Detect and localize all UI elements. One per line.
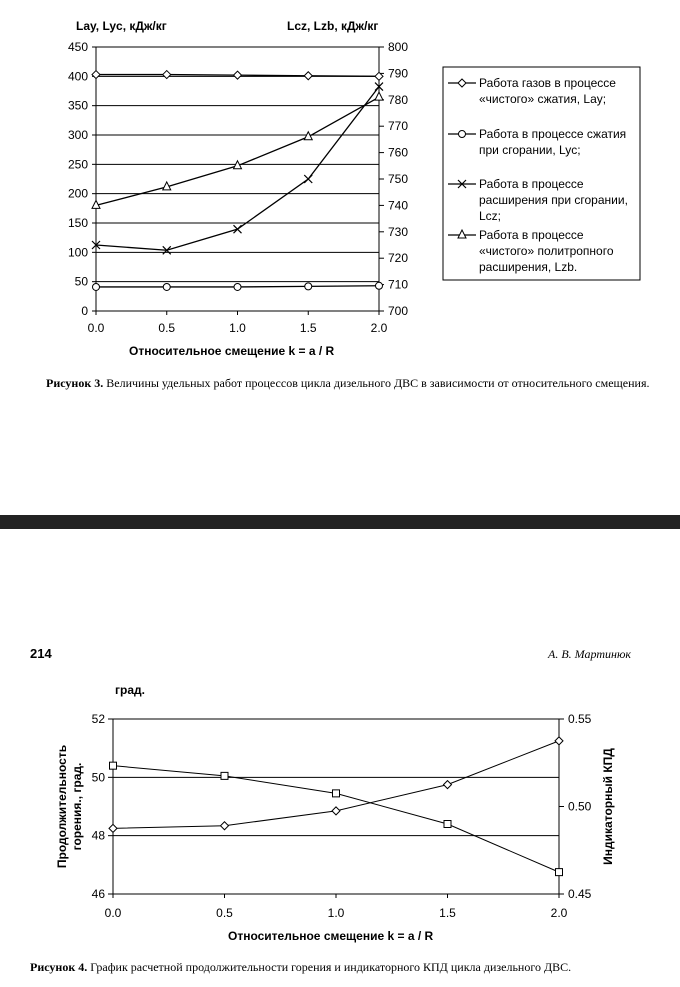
chart1-left-tick-label: 400 (67, 69, 88, 84)
chart1-data-point (163, 283, 170, 290)
chart2-data-point (110, 762, 117, 769)
chart1-right-tick-label: 740 (388, 198, 409, 213)
chart2-data-point (556, 869, 563, 876)
chart1-data-point (234, 71, 242, 79)
chart2-left-tick-label: 46 (91, 887, 105, 901)
chart2-x-tick-label: 1.0 (327, 906, 345, 920)
chart2-data-point (555, 737, 563, 745)
chart1-left-tick-label: 250 (67, 157, 88, 172)
chart2-x-tick-label: 1.5 (439, 906, 456, 920)
chart1-svg (0, 0, 680, 372)
chart1-x-axis-title: Относительное смещение k = a / R (129, 344, 335, 358)
chart1-legend-label: Lcz; (479, 209, 502, 223)
chart1-left-tick-label: 50 (74, 274, 88, 289)
chart1-legend-label: «чистого» политропного (479, 244, 614, 258)
chart2-right-axis-title: Индикаторный КПД (601, 748, 615, 865)
chart1-right-tick-label: 750 (388, 172, 409, 186)
chart2-data-point (221, 822, 229, 830)
figure3-caption (46, 376, 660, 391)
chart1-data-point (93, 283, 100, 290)
chart2-left-tick-label: 48 (91, 828, 105, 843)
figure4-caption-label: Рисунок 4. (30, 960, 88, 974)
figure4-caption (30, 960, 660, 975)
chart2-data-point (444, 821, 451, 828)
chart2-x-axis-title: Относительное смещение k = a / R (228, 929, 434, 943)
chart1-right-tick-label: 790 (388, 66, 409, 81)
figure3-caption-label: Рисунок 3. (46, 376, 104, 390)
chart1-legend-label: Работа в процессе (479, 177, 584, 191)
chart1-legend-label: Работа в процессе сжатия (479, 127, 627, 141)
chart1-left-tick-label: 150 (67, 216, 88, 230)
chart1-left-tick-label: 300 (67, 128, 88, 142)
page-number: 214 (30, 646, 52, 661)
chart1-x-tick-label: 0.5 (158, 321, 176, 335)
chart1-left-tick-label: 200 (67, 186, 88, 201)
chart2-left-tick-label: 52 (91, 712, 105, 726)
chart1-left-tick-label: 100 (67, 245, 88, 260)
chart1-legend-label: Работа газов в процессе (479, 76, 616, 90)
chart1-right-tick-label: 770 (388, 119, 409, 134)
chart1-right-tick-label: 760 (388, 145, 409, 160)
chart1-right-tick-label: 710 (388, 277, 409, 292)
chart2-svg (0, 700, 680, 930)
chart1-right-tick-label: 800 (388, 40, 409, 54)
chart1-series-line (96, 97, 379, 205)
chart2-right-tick-label: 0.45 (568, 887, 592, 901)
chart1-legend-label: расширения при сгорании, (479, 193, 628, 207)
chart1-right-tick-label: 700 (388, 304, 409, 318)
chart1-right-tick-label: 730 (388, 224, 409, 239)
chart1-left-axis-title: Lay, Lyc, кДж/кг (76, 19, 167, 33)
chart1-legend-marker (459, 131, 466, 138)
chart1-legend-label: Работа в процессе (479, 228, 584, 242)
chart2-data-point (333, 790, 340, 797)
chart1-x-tick-label: 1.5 (299, 321, 317, 335)
chart1-legend-label: расширения, Lzb. (479, 260, 578, 274)
chart2-data-point (109, 824, 117, 832)
chart1-data-point (304, 72, 312, 80)
chart2-x-tick-label: 0.0 (104, 906, 122, 920)
page-divider (0, 515, 680, 529)
author-name: А. В. Мартинюк (548, 647, 632, 661)
chart2-data-point (444, 781, 452, 789)
chart1-data-point (92, 71, 100, 79)
chart2-x-tick-label: 2.0 (550, 906, 568, 920)
chart1-left-tick-label: 350 (67, 98, 88, 113)
chart2-left-axis-title-line2: горения., град. (70, 762, 84, 851)
chart2-series-line (113, 766, 559, 872)
chart1-right-tick-label: 780 (388, 92, 409, 107)
chart2-unit-label: град. (115, 683, 145, 697)
chart2-data-point (221, 772, 228, 779)
chart1-data-point (305, 283, 312, 290)
chart1-legend-label: «чистого» сжатия, Lay; (479, 92, 607, 106)
chart2-left-tick-label: 50 (91, 770, 105, 785)
chart1-data-point (376, 282, 383, 289)
chart1-x-tick-label: 2.0 (370, 321, 388, 335)
chart1-left-tick-label: 450 (67, 40, 88, 54)
chart2-left-axis-title-line1: Продолжительность (55, 744, 69, 869)
chart1-data-point (163, 71, 171, 79)
chart1-data-point (304, 175, 312, 183)
chart2-right-tick-label: 0.55 (568, 712, 592, 726)
chart1-data-point (375, 92, 383, 100)
chart1-left-tick-label: 0 (81, 304, 88, 318)
figure4-caption-text: График расчетной продолжительности горения и индикаторного КПД цикла дизельного ДВС. (87, 960, 572, 974)
chart1-data-point (234, 225, 242, 233)
chart1-right-axis-title: Lcz, Lzb, кДж/кг (287, 19, 379, 33)
chart2-data-point (332, 807, 340, 815)
chart1-x-tick-label: 0.0 (87, 321, 105, 335)
chart1-data-point (234, 283, 241, 290)
chart1-plot-frame (96, 47, 379, 311)
figure3-caption-text: Величины удельных работ процессов цикла дизельного ДВС в зависимости от относительного смещения. (103, 376, 650, 390)
chart2-right-tick-label: 0.50 (568, 799, 592, 814)
chart1-right-tick-label: 720 (388, 251, 409, 266)
chart2-x-tick-label: 0.5 (216, 906, 233, 920)
chart1-x-tick-label: 1.0 (229, 321, 246, 335)
chart1-legend-label: при сгорании, Lyc; (479, 143, 581, 157)
